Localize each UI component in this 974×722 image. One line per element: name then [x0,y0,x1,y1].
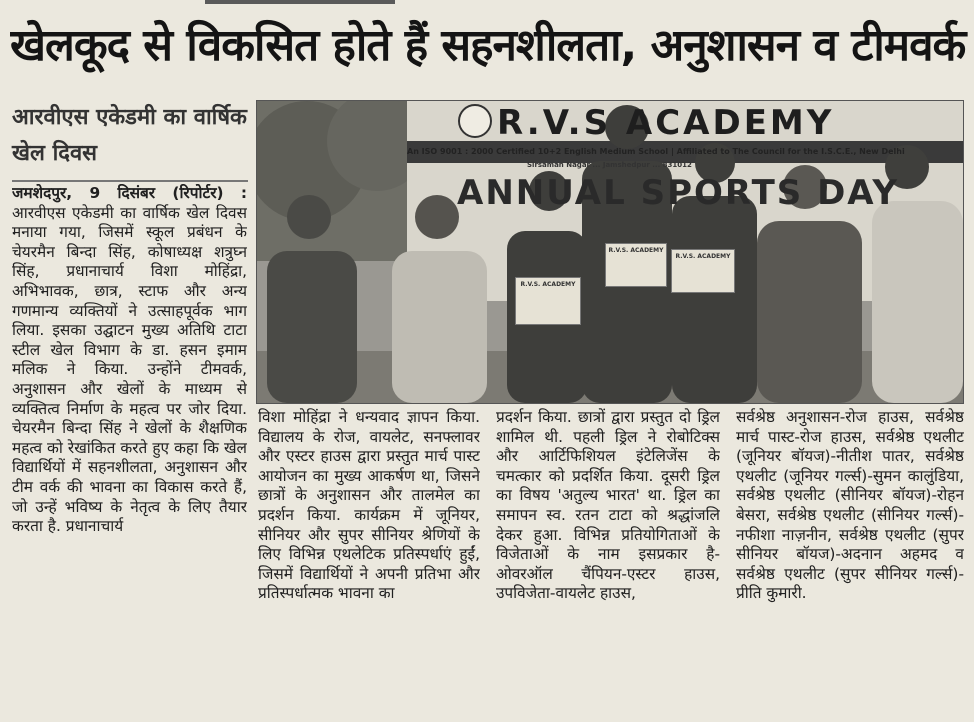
banner-subtitle: An ISO 9001 : 2000 Certified 10+2 English Medium School | Affiliated to The Council for the I.S.C.E., New Delhi [407,147,905,156]
dateline: जमशेदपुर, 9 दिसंबर (रिपोर्टर) : [12,184,247,202]
certificate: R.V.S. ACADEMY [515,277,581,325]
certificate: R.V.S. ACADEMY [605,243,667,287]
event-photo [256,100,964,404]
article-text: सर्वश्रेष्ठ अनुशासन-रोज हाउस, सर्वश्रेष्ठ मार्च पास्ट-रोज हाउस, सर्वश्रेष्ठ एथलीट (जूनियर बॉयज)-नीतीश पातर, सर्वश्रेष्ठ एथलीट (जूनियर गर्ल्स)-सुमन कालुंडिया, सर्वश्रेष्ठ एथलीट (सीनियर बॉयज)-रोहन बेसरा, सर्वश्रेष्ठ एथलीट (सीनियर गर्ल्स)-नफीशा नाज़नीन, सर्वश्रेष्ठ एथलीट (सुपर सीनियर बॉयज)-अदनान अहमद व सर्वश्रेष्ठ एथलीट (सुपर सीनियर गर्ल्स)-प्रीति कुमारी. [736,408,964,603]
article-column-1 [12,184,247,704]
subhead-divider [12,180,248,182]
headline: खेलकूद से विकसित होते हैं सहनशीलता, अनुशासन व टीमवर्क [10,20,966,71]
banner-event-name: ANNUAL SPORTS DAY [457,173,899,213]
article-text: आरवीएस एकेडमी का वार्षिक खेल दिवस मनाया गया, जिसमें स्कूल प्रबंधन के चेयरमैन बिन्दा सिंह, कोषाध्यक्ष शत्रुघ्न सिंह, प्रधानाचार्य विशा मोहिंद्रा, अभिभावक, छात्र, स्टाफ और अन्य गणमान्य व्यक्तियों ने उत्साहपूर्वक भाग लिया. इसका उद्घाटन मुख्य अतिथि टाटा स्टील खेल विभाग के डा. हसन इमाम मलिक ने किया. उन्होंने टीमवर्क, अनुशासन और खेलों के माध्यम से व्यक्तित्व निर्माण के महत्व पर जोर दिया. चेयरमैन बिन्दा सिंह ने खेलों के शैक्षणिक महत्व को रेखांकित करते हुए कहा कि खेल विद्यार्थियों में सहनशीलता, अनुशासन और टीम वर्क की भावना का विकास करते हैं, जो उन्हें भविष्य के नेतृत्व के लिए तैयार करता है. प्रधानाचार्य [12,203,247,536]
banner-title: R.V.S ACADEMY [497,103,835,143]
article-column-3 [496,408,720,708]
certificate: R.V.S. ACADEMY [671,249,735,293]
article-column-4 [736,408,964,708]
article-text: विशा मोहिंद्रा ने धन्यवाद ज्ञापन किया. विद्यालय के रोज, वायलेट, सनफ्लावर और एस्टर हाउस द्वारा प्रस्तुत मार्च पास्ट आयोजन का मुख्य आकर्षण था, जिसने छात्रों के अनुशासन और तालमेल का प्रदर्शन किया. कार्यक्रम में जूनियर, सीनियर और सुपर सीनियर श्रेणियों के लिए विभिन्न एथलेटिक प्रतिस्पर्धाएं हुईं, जिसमें विद्यार्थियों ने अपनी प्रतिभा और प्रतिस्पर्धात्मक भावना का [258,408,480,603]
article-column-2 [258,408,480,708]
top-rule [205,0,395,4]
article-text: प्रदर्शन किया. छात्रों द्वारा प्रस्तुत दो ड्रिल शामिल थी. पहली ड्रिल ने रोबोटिक्स और आर्टिफिशियल इंटेलिजेंस के चमत्कार को प्रदर्शित किया. दूसरी ड्रिल का विषय 'अतुल्य भारत' था. ड्रिल का समापन स्व. रतन टाटा को श्रद्धांजलि देकर हुआ. विभिन्न प्रतियोगिताओं के विजेताओं के नाम इसप्रकार है- ओवरऑल चैंपियन-एस्टर हाउस, उपविजेता-वायलेट हाउस, [496,408,720,603]
banner-address: Sirsaman Nagar ... Jamshedpur ... 831012 [527,161,692,169]
subheadline: आरवीएस एकेडमी का वार्षिक खेल दिवस [12,105,247,166]
